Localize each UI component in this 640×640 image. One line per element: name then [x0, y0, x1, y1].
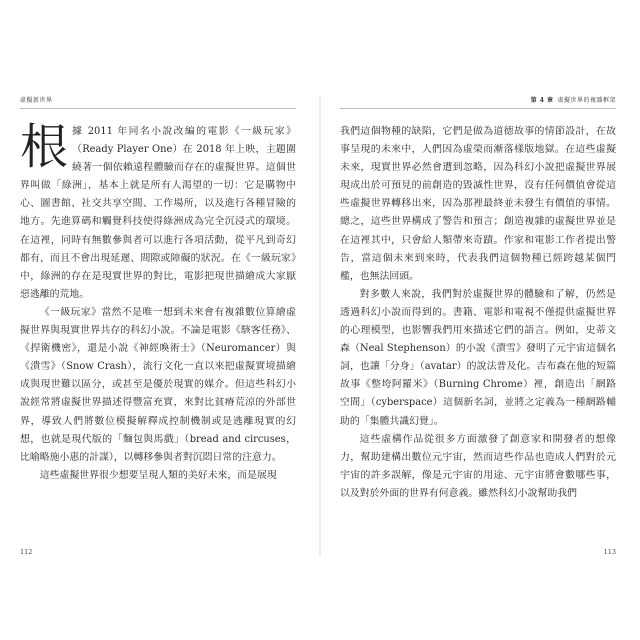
right-page-number: 113 — [603, 548, 616, 556]
right-header-rule — [340, 108, 616, 109]
right-paragraph-3: 這些虛構作品從很多方面激發了創意家和開發者的想像力，幫助建構出數位元宇宙，然而這些作品也造成人們對於元宇宙的許多誤解，像是元宇宙的用途、元宇宙將會數哪些事，以及對於外面的世界有何意義。雖然科幻小說幫助我們 — [340, 433, 616, 499]
left-page-number: 112 — [20, 548, 33, 556]
left-header-rule — [20, 108, 296, 109]
drop-cap: 根 — [20, 119, 69, 175]
right-paragraph-1: 我們這個物種的缺陷，它們是做為道德故事的情節設計，在故事呈現的未來中，人們因為虛榮而漸落樣版地獄。在這些虛擬未來，現實世界必然會遭到忽略，因為科幻小說把虛擬世界展現成出於可預見的前創造的毀滅性世界，沒有任何價值會從這些虛擬世界轉移出來，因為那裡最終並未發生有價值的事情。總之，這些世界構成了警告和預言；創造複雜的虛擬世界並是在這裡其中，只會給人類帶來奇蹟。作家和電影工作者提出警告，當這個未來到來時，代表我們這個物種已經跨越某個門檻，也無法回頭。 — [340, 126, 616, 282]
book-gutter — [319, 96, 321, 556]
left-paragraph-1-text: 據 2011 年同名小說改編的電影《一級玩家》（Ready Player One）在 2018 年上映，主題圍繞著一個依賴遠程體驗而存在的虛擬世界。這個世界叫做「綠洲」，基本上就是所有人渴望的一切：它是購物中心、圖書館、社交共享空間、工作場所，以及進行各種冒險的地方。先進算碼和觸覺科技使得綠洲成為完全沉浸式的環境。在這裡，同時有無數參與者可以進行各項活動，從平凡到奇幻都有，而且不會出現延遲、間隙或障礙的狀況。在《一級玩家》中，綠洲的存在是現實世界的對比，電影把現世描繪成大家厭惡逃離的荒地。 — [20, 126, 296, 300]
left-running-head-title: 虛擬新世界 — [20, 97, 53, 104]
right-running-head-chapter: 第 4 章 — [530, 97, 554, 104]
right-page-body — [340, 123, 616, 503]
left-paragraph-1 — [20, 119, 296, 304]
right-running-head — [340, 96, 616, 106]
left-page-body — [20, 119, 296, 485]
left-page — [20, 96, 296, 556]
right-running-head-title: 虛擬世界的複雜框架 — [557, 97, 616, 104]
left-running-head — [20, 96, 296, 106]
left-paragraph-2: 《一級玩家》當然不是唯一想到未來會有複雜數位算繪虛擬世界與現實世界共存的科幻小說。不論是電影《駭客任務》、《捍衛機密》，還是小說《神經喚術士》（Neuromancer）與《潰雪》（Snow Crash），流行文化一直以來把虛擬實境描繪成與現世難以區分，或甚至是優於現實的媒介。但這些科幻小說經常將虛擬世界描述得豐富充實，來對比貧瘠荒涼的外部世界，導致人們將數位模擬解釋成控制機制或是逃離現實的幻想，也就是現代版的「麵包與馬戲」（bread and circuses，比喻略施小惠的計謀），以轉移參與者對沉悶日常的注意力。 — [20, 306, 296, 463]
right-paragraph-2: 對多數人來說，我們對於虛擬世界的體驗和了解，仍然是透過科幻小說而得到的。書籍、電影和電視不僅提供虛擬世界的心理模型，也影響我們用來描述它們的語言。例如，史蒂文森（Neal Stephenson）的小說《潰雪》發明了元宇宙這個名詞，也讓「分身」（avatar）的說法普及化。吉布森在他的短篇故事《整垮阿羅米》（Burning Chrome）裡，創造出「網路空間」（cyberspace）這個新名詞，並將之定義為一種網路輔助的「集體共識幻覺」。 — [340, 288, 616, 427]
right-page — [340, 96, 616, 556]
left-paragraph-3: 這些虛擬世界很少想要呈現人類的美好未來，而是展現 — [39, 469, 277, 481]
